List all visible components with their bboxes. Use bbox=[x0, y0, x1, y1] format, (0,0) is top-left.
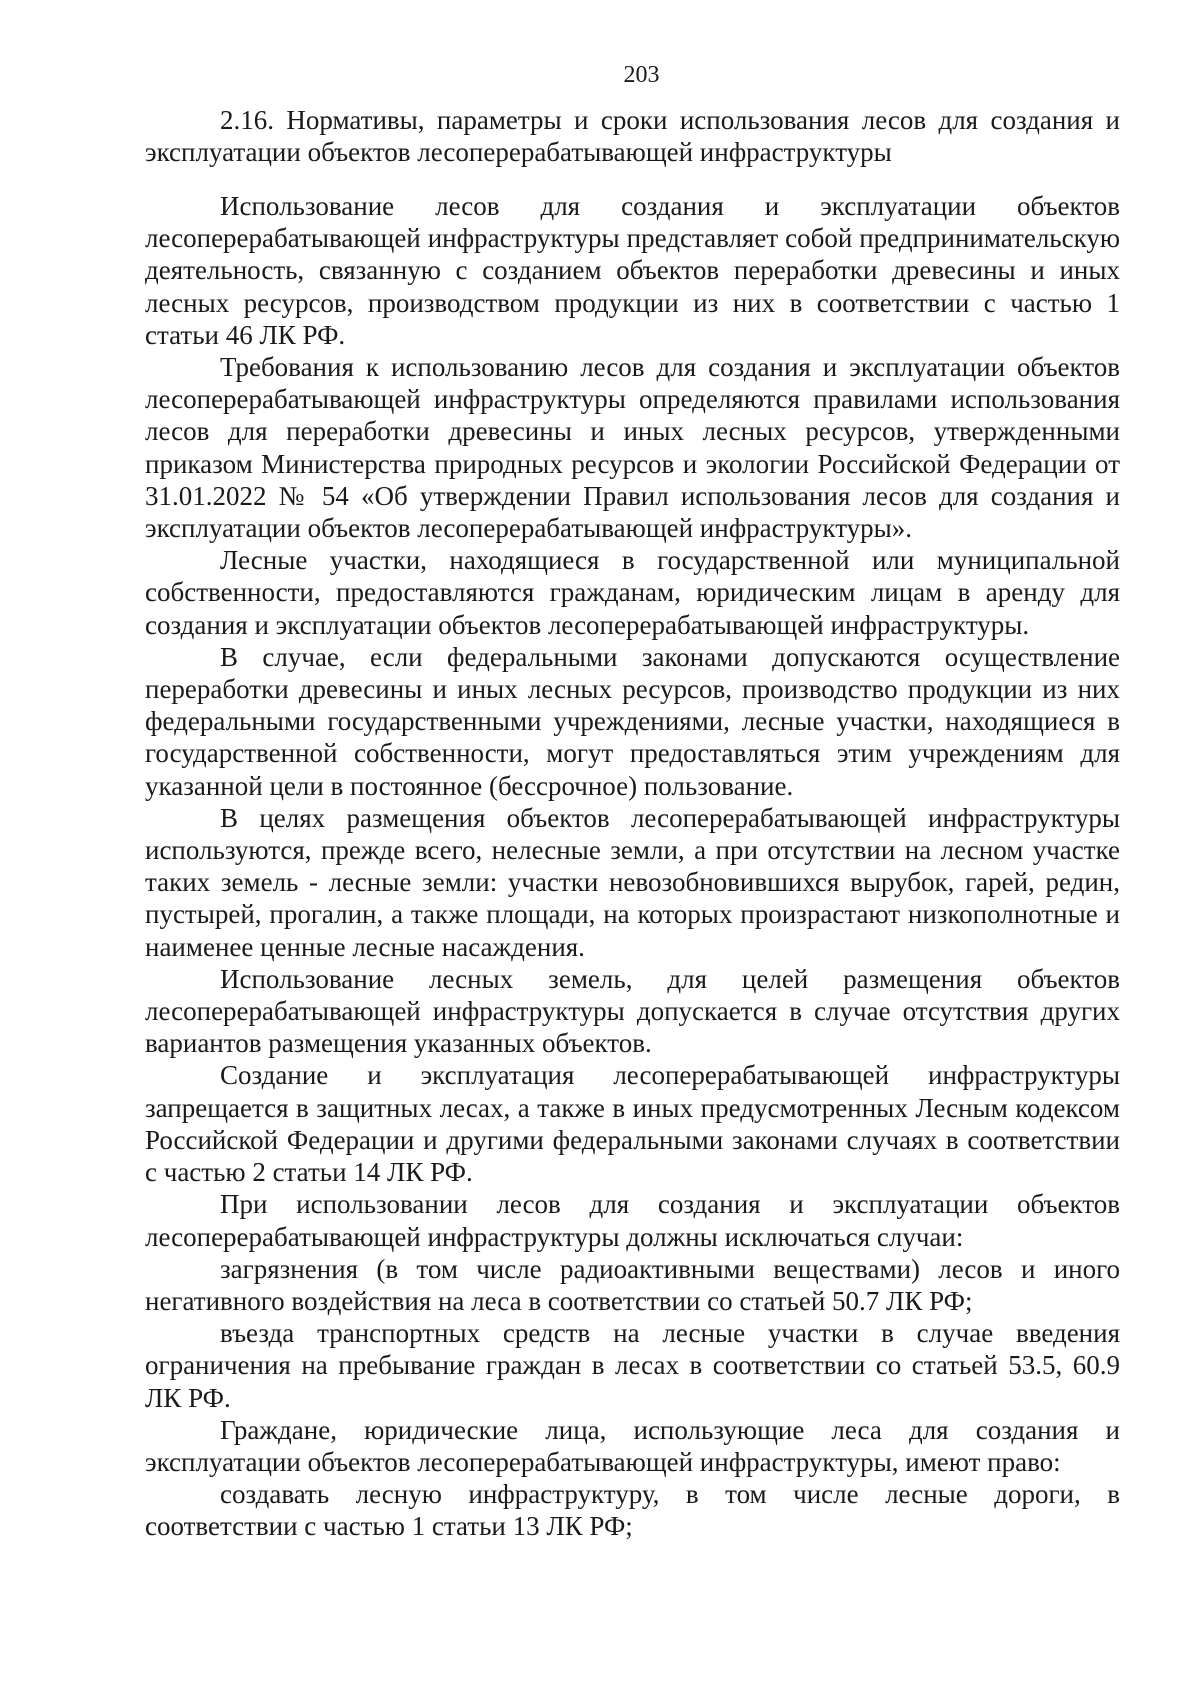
paragraph: Создание и эксплуатация лесоперерабатывающей инфраструктуры запрещается в защитных лесах, а также в иных предусмотренных Лесным кодексом Российской Федерации и другими федеральными законами случаях в соответствии с частью 2 статьи 14 ЛК РФ. bbox=[145, 1060, 1120, 1188]
paragraph: загрязнения (в том числе радиоактивными веществами) лесов и иного негативного воздействия на леса в соответствии со статьей 50.7 ЛК РФ; bbox=[145, 1253, 1120, 1316]
paragraph: Использование лесных земель, для целей размещения объектов лесоперерабатывающей инфраструктуры допускается в случае отсутствия других вариантов размещения указанных объектов. bbox=[145, 963, 1120, 1059]
document-page bbox=[145, 60, 1120, 1543]
paragraph: создавать лесную инфраструктуру, в том числе лесные дороги, в соответствии с частью 1 статьи 13 ЛК РФ; bbox=[145, 1479, 1120, 1542]
paragraph: Лесные участки, находящиеся в государственной или муниципальной собственности, предоставляются гражданам, юридическим лицам в аренду для создания и эксплуатации объектов лесоперерабатывающей инфраструктуры. bbox=[145, 545, 1120, 640]
paragraph: въезда транспортных средств на лесные участки в случае введения ограничения на пребывание граждан в лесах в соответствии со статьей 53.5, 60.9 ЛК РФ. bbox=[145, 1318, 1120, 1413]
paragraph: При использовании лесов для создания и эксплуатации объектов лесоперерабатывающей инфраструктуры должны исключаться случаи: bbox=[145, 1189, 1120, 1252]
paragraph: Требования к использованию лесов для создания и эксплуатации объектов лесоперерабатывающей инфраструктуры определяются правилами использования лесов для переработки древесины и иных лесных ресурсов, утвержденными приказом Министерства природных ресурсов и экологии Российской Федерации от 31.01.2022 № 54 «Об утверждении Правил использования лесов для создания и эксплуатации объектов лесоперерабатывающей инфраструктуры». bbox=[145, 352, 1120, 544]
paragraph: Использование лесов для создания и эксплуатации объектов лесоперерабатывающей инфраструктуры представляет собой предпринимательскую деятельность, связанную с созданием объектов переработки древесины и иных лесных ресурсов, производством продукции из них в соответствии с частью 1 статьи 46 ЛК РФ. bbox=[145, 191, 1120, 350]
paragraph: Граждане, юридические лица, использующие леса для создания и эксплуатации объектов лесоперерабатывающей инфраструктуры, имеют право: bbox=[145, 1414, 1120, 1477]
paragraph: В случае, если федеральными законами допускаются осуществление переработки древесины и иных лесных ресурсов, производство продукции из них федеральными государственными учреждениями, лесные участки, находящиеся в государственной собственности, могут предоставляться этим учреждениям для указанной цели в постоянное (бессрочное) пользование. bbox=[145, 641, 1120, 801]
page-number: 203 bbox=[623, 62, 660, 88]
section-heading: 2.16. Нормативы, параметры и сроки использования лесов для создания и эксплуатации объектов лесоперерабатывающей инфраструктуры bbox=[145, 105, 1120, 167]
paragraph: В целях размещения объектов лесоперерабатывающей инфраструктуры используются, прежде всего, нелесные земли, а при отсутствии на лесном участке таких земель - лесные земли: участки невозобновившихся вырубок, гарей, редин, пустырей, прогалин, а также площади, на которых произрастают низкополнотные и наименее ценные лесные насаждения. bbox=[145, 802, 1120, 962]
